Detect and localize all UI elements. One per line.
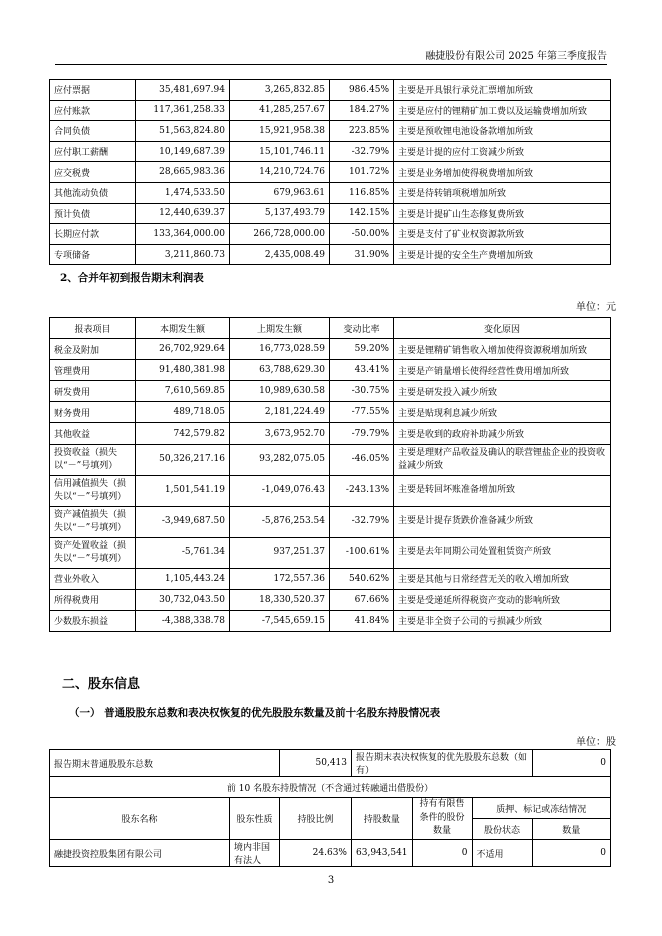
section-title-shareholders: 二、股东信息 — [62, 677, 141, 692]
table-row: 应付票据 35,481,697.94 3,265,832.85 986.45% 主要是开具银行承兑汇票增加所致 — [50, 80, 611, 101]
table-row: 管理费用 91,480,381.98 63,788,629.30 43.41% 主要是产销量增长使得经营性费用增加所致 — [50, 360, 611, 381]
table-row: 应付职工薪酬 10,149,687.39 15,101,746.11 -32.79% 主要是计提的应付工资减少所致 — [50, 141, 611, 162]
table-row: 合同负债 51,563,824.80 15,921,958.38 223.85% 主要是预收锂电池设备款增加所致 — [50, 121, 611, 142]
table-row: 应交税费 28,665,983.36 14,210,724.76 101.72% 主要是业务增加使得税费增加所致 — [50, 162, 611, 183]
table-header-row: 股份状态 数量 — [50, 819, 611, 840]
table-row: 报告期末普通股股东总数 50,413 报告期末表决权恢复的优先股股东总数（如有） 0 — [50, 750, 611, 777]
table-row: 税金及附加 26,702,929.64 16,773,028.59 59.20% 主要是锂精矿销售收入增加使得资源税增加所致 — [50, 339, 611, 360]
table-row: 专项储备 3,211,860.73 2,435,008.49 31.90% 主要是计提的安全生产费增加所致 — [50, 244, 611, 265]
income-statement-changes-table — [49, 317, 611, 632]
report-header: 融捷股份有限公司 2025 年第三季度报告 — [425, 51, 607, 62]
table-row: 研发费用 7,610,569.85 10,989,630.58 -30.75% 主要是研发投入减少所致 — [50, 381, 611, 402]
shareholders-table — [49, 749, 611, 867]
table-row: 所得税费用 30,732,043.50 18,330,520.37 67.66% 主要是受递延所得税资产变动的影响所致 — [50, 589, 611, 610]
col-header: 报表项目 — [50, 318, 136, 339]
page-number: 3 — [327, 875, 335, 886]
header-divider — [55, 64, 607, 65]
col-header: 变化原因 — [394, 318, 611, 339]
unit-label: 单位：股 — [576, 737, 616, 748]
table-header-row — [50, 318, 611, 339]
table-row: 长期应付款 133,364,000.00 266,728,000.00 -50.00% 主要是支付了矿业权资源款所致 — [50, 224, 611, 245]
table-row: 其他流动负债 1,474,533.50 679,963.61 116.85% 主要是待转销项税增加所致 — [50, 182, 611, 203]
table-row: 资产处置收益（损失以“－”号填列） -5,761.34 937,251.37 -100.61% 主要是去年同期公司处置租赁资产所致 — [50, 537, 611, 568]
table-row: 营业外收入 1,105,443.24 172,557.36 540.62% 主要是其他与日常经营无关的收入增加所致 — [50, 568, 611, 589]
table-row: 投资收益（损失以“－”号填列） 50,326,217.16 93,282,075.05 -46.05% 主要是理财产品收益及确认的联营锂盐企业的投资收益减少所致 — [50, 444, 611, 475]
col-header: 上期发生额 — [230, 318, 330, 339]
unit-label: 单位：元 — [576, 302, 616, 313]
table-header-row: 股东名称 股东性质 持股比例 持股数量 持有有限售条件的股份数量 质押、标记或冻结情况 — [50, 798, 611, 819]
table-row: 资产减值损失（损失以“－”号填列） -3,949,687.50 -5,876,253.54 -32.79% 主要是计提存货跌价准备减少所致 — [50, 506, 611, 537]
table-row: 融捷投资控股集团有限公司 境内非国有法人 24.63% 63,943,541 0 不适用 0 — [50, 840, 611, 867]
table-row: 少数股东损益 -4,388,338.78 -7,545,659.15 41.84% 主要是非全资子公司的亏损减少所致 — [50, 610, 611, 631]
table-row: 财务费用 489,718.05 2,181,224.49 -77.55% 主要是贴现利息减少所致 — [50, 402, 611, 423]
col-header: 本期发生额 — [136, 318, 230, 339]
section-title-income-statement: 2、合并年初到报告期末利润表 — [60, 272, 204, 284]
subsection-title: （一） 普通股股东总数和表决权恢复的优先股股东数量及前十名股东持股情况表 — [69, 707, 441, 719]
table-row: 前 10 名股东持股情况（不含通过转融通出借股份） — [50, 777, 611, 798]
balance-sheet-changes-table — [49, 79, 611, 265]
table-row: 其他收益 742,579.82 3,673,952.70 -79.79% 主要是收到的政府补助减少所致 — [50, 423, 611, 444]
col-header: 变动比率 — [330, 318, 394, 339]
table-row: 信用减值损失（损失以“－”号填列） 1,501,541.19 -1,049,076.43 -243.13% 主要是转回坏账准备增加所致 — [50, 475, 611, 506]
table-row: 预计负债 12,440,639.37 5,137,493.79 142.15% 主要是计提矿山生态修复费所致 — [50, 203, 611, 224]
table-row: 应付账款 117,361,258.33 41,285,257.67 184.27% 主要是应付的锂精矿加工费以及运输费增加所致 — [50, 100, 611, 121]
